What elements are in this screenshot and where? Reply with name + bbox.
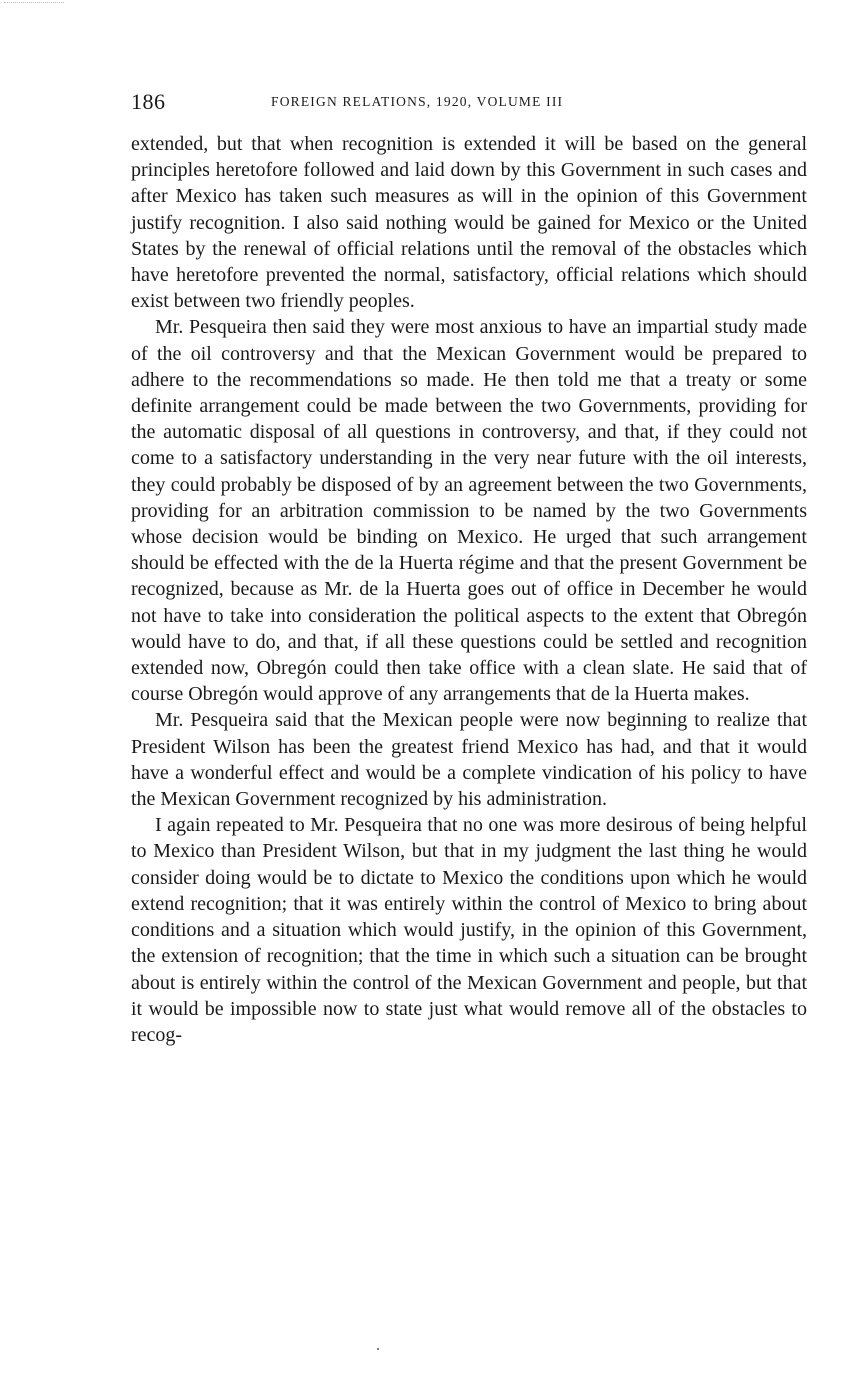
page-number: 186: [131, 89, 166, 114]
scan-speck: [377, 1348, 379, 1350]
scan-artifact: [4, 2, 64, 5]
paragraph-oil-controversy: Mr. Pesqueira then said they were most anxious to have an impartial study made of the oil controversy and that the Mexican Government would be prepared to adhere to the recommendations so made. He then told me that a treaty or some definite arrangement could be made between the two Governments, providing for the automatic disposal of all questions in controversy, and that, if they could not come to a satisfactory understanding in the very near future with the oil interests, they could probably be disposed of by an agreement between the two Governments, providing for an arbitration commission to be named by the two Governments whose decision would be binding on Mexico. He urged that such arrangement should be effected with the de la Huerta régime and that the present Government be recognized, because as Mr. de la Huerta goes out of office in December he would not have to take into consideration the political aspects to the extent that Obregón would have to do, and that, if all these questions could be settled and recognition extended now, Obregón could then take office with a clean slate. He said that of course Obregón would approve of any arrangements that de la Huerta makes.: [131, 316, 807, 706]
paragraph-continued: extended, but that when recognition is extended it will be based on the general principles heretofore followed and laid down by this Government in such cases and after Mexico has taken such measures as will in the opinion of this Government justify recognition. I also said nothing would be gained for Mexico or the United States by the renewal of official relations until the removal of the obstacles which have heretofore prevented the normal, satisfactory, official relations which should exist between two friendly peoples.: [131, 133, 807, 313]
paragraph-recognition-conditions: I again repeated to Mr. Pesqueira that no one was more desirous of being helpful to Mexico than President Wilson, but that in my judgment the last thing he would consider doing would be to dictate to Mexico the conditions upon which he would extend recognition; that it was entirely within the control of Mexico to bring about conditions and a situation which would justify, in the opinion of this Government, the extension of recognition; that the time in which such a situation can be brought about is entirely within the control of the Mexican Government and people, but that it would be impossible now to state just what would remove all of the obstacles to recog-: [131, 814, 807, 1046]
paragraph-wilson-friend: Mr. Pesqueira said that the Mexican people were now beginning to realize that President Wilson has been the greatest friend Mexico has had, and that it would have a wonderful effect and would be a complete vindication of his policy to have the Mexican Government recognized by his administration.: [131, 709, 807, 811]
running-head: FOREIGN RELATIONS, 1920, VOLUME III: [271, 94, 564, 109]
page-header: [131, 89, 821, 119]
body-text: [131, 131, 807, 1048]
